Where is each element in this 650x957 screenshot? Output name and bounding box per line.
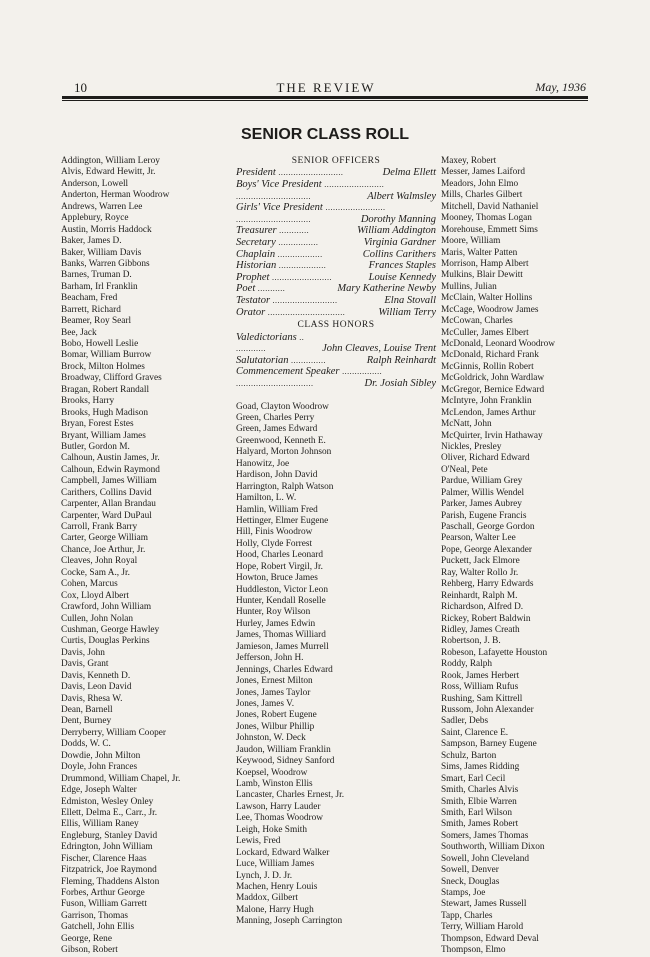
person-name: Louise Kennedy (368, 271, 436, 283)
person-name: John Cleaves, Louise Trent (322, 343, 436, 355)
list-item: Schulz, Barton (441, 750, 497, 761)
list-item: Parish, Eugene Francis (441, 510, 527, 521)
list-item: Leigh, Hoke Smith (236, 824, 308, 835)
list-item: Sadler, Debs (441, 716, 489, 727)
list-item: Lynch, J. D. Jr. (236, 870, 293, 881)
list-item: Carithers, Collins David (61, 487, 152, 498)
role-text: President (236, 167, 276, 179)
list-item: Ellis, William Raney (61, 819, 139, 830)
list-item: Morrison, Hamp Albert (441, 258, 529, 269)
role-label (236, 260, 326, 271)
list-item: Smart, Earl Cecil (441, 773, 506, 784)
list-item: McGoldrick, John Wardlaw (441, 373, 545, 384)
list-item: Bryan, Forest Estes (61, 419, 134, 430)
list-item: Mills, Charles Gilbert (441, 190, 523, 201)
officers-and-names-column (236, 156, 436, 928)
list-item: Malone, Harry Hugh (236, 904, 314, 915)
list-item: Maddox, Gilbert (236, 893, 298, 904)
list-item: Hunter, Kendall Roselle (236, 596, 326, 607)
list-item: Dowdie, John Milton (61, 750, 141, 761)
role-label (236, 167, 343, 178)
list-item: Jennings, Charles Edward (236, 664, 333, 675)
list-item: Mooney, Thomas Logan (441, 213, 532, 224)
list-item: Huddleston, Victor Leon (236, 584, 328, 595)
list-item: Edge, Joseph Walter (61, 785, 137, 796)
list-item: Maxey, Robert (441, 156, 497, 166)
list-item: Alvis, Edward Hewitt, Jr. (61, 167, 156, 178)
list-item: Calhoun, Austin James, Jr. (61, 453, 160, 464)
role-text: Poet (236, 283, 256, 295)
honor-line (236, 378, 436, 390)
honor-line (236, 343, 436, 355)
list-item: Dean, Barnell (61, 705, 113, 715)
person-name: Frances Staples (368, 260, 436, 272)
list-item: Southworth, William Dixon (441, 842, 545, 853)
list-item: Greenwood, Kenneth E. (236, 435, 326, 446)
role-label: Valedictorians .. (236, 331, 305, 343)
names-column-1 (61, 156, 246, 957)
list-item: Parker, James Aubrey (441, 499, 522, 510)
list-item: Robeson, Lafayette Houston (441, 647, 548, 658)
list-item: Davis, Leon David (61, 682, 132, 693)
list-item: Dent, Burney (61, 716, 112, 727)
list-item: Keywood, Sidney Sanford (236, 756, 335, 767)
names-column-3 (441, 156, 631, 957)
list-item: Bobo, Howell Leslie (61, 339, 139, 349)
list-item: Messer, James Laiford (441, 167, 526, 178)
list-item: McIntyre, John Franklin (441, 396, 532, 407)
list-item: Pearson, Walter Lee (441, 533, 516, 544)
list-item: Pardue, William Grey (441, 476, 523, 487)
list-item: Smith, Elbie Warren (441, 796, 517, 807)
list-item: Davis, Rhesa W. (61, 693, 123, 704)
list-item: Barnes, Truman D. (61, 270, 132, 281)
list-item: Butler, Gordon M. (61, 441, 130, 452)
list-item: Derryberry, William Cooper (61, 727, 166, 738)
role-label (236, 283, 285, 294)
role-label: Commencement Speaker ................ (236, 366, 383, 378)
list-item: Hamilton, L. W. (236, 493, 297, 504)
list-item: Dodds, W. C. (61, 739, 111, 750)
officers-heading: SENIOR OFFICERS (291, 156, 381, 166)
list-item: Russom, John Alexander (441, 705, 534, 715)
list-item: Palmer, Willis Wendel (441, 487, 525, 498)
list-item: Jones, Wilbur Phillip (236, 721, 315, 732)
list-item: McLendon, James Arthur (441, 407, 536, 418)
list-item: Richardson, Alfred D. (441, 602, 524, 613)
list-item: Campbell, James William (61, 476, 157, 487)
list-item: Edrington, John William (61, 842, 153, 853)
list-item: Jamieson, James Murrell (236, 641, 329, 652)
list-item: Forbes, Arthur George (61, 888, 145, 898)
role-label (236, 237, 318, 248)
list-item: Addington, William Leroy (61, 156, 160, 166)
list-item: Jaudon, William Franklin (236, 744, 331, 755)
person-name: Dorothy Manning (360, 213, 436, 225)
person-name: Albert Walmsley (367, 190, 436, 202)
list-item: Brock, Milton Holmes (61, 361, 145, 372)
list-item: Andrews, Warren Lee (61, 201, 143, 212)
list-item: Carter, George William (61, 533, 148, 544)
list-item: Barham, Irl Franklin (61, 281, 138, 292)
list-item: Lawson, Harry Lauder (236, 801, 321, 812)
list-item: McGregor, Bernice Edward (441, 384, 545, 395)
role-label (236, 225, 309, 236)
list-item: Sowell, Denver (441, 865, 499, 876)
list-item: Garrison, Thomas (61, 910, 128, 921)
list-item: Ray, Walter Rollo Jr. (441, 567, 519, 578)
list-item: Rook, James Herbert (441, 670, 520, 681)
leader-dots: ................ (342, 367, 383, 377)
page-title: SENIOR CLASS ROLL (240, 126, 409, 143)
leader-dots: .................. (275, 249, 323, 259)
list-item: Goad, Clayton Woodrow (236, 401, 329, 412)
list-item: Machen, Henry Louis (236, 881, 318, 892)
list-item: Pope, George Alexander (441, 544, 532, 555)
list-item: McDonald, Richard Frank (441, 350, 539, 361)
list-item: Cleaves, John Royal (61, 556, 138, 567)
list-item: Morehouse, Emmett Sims (441, 224, 538, 235)
honor-line (236, 366, 436, 378)
list-item: Sneck, Douglas (441, 876, 500, 887)
page-header (66, 76, 586, 98)
list-item: Jefferson, John H. (236, 653, 304, 664)
honors-heading: CLASS HONORS (297, 320, 375, 331)
person-name: Collins Carithers (362, 248, 436, 260)
list-item: Baker, James D. (61, 236, 122, 247)
role-text: Historian (236, 260, 277, 272)
list-item: Cohen, Marcus (61, 579, 118, 590)
list-item: Green, Charles Perry (236, 413, 315, 424)
list-item: Mulkins, Blair Dewitt (441, 270, 523, 281)
list-item: Calhoun, Edwin Raymond (61, 464, 160, 475)
list-item: Anderton, Herman Woodrow (61, 190, 170, 201)
list-item: Cushman, George Hawley (61, 624, 160, 635)
list-item: Meadors, John Elmo (441, 178, 519, 189)
leader-dots: .......................... (270, 295, 338, 305)
list-item: Smith, Earl Wilson (441, 807, 512, 818)
list-item: Baker, William Davis (61, 247, 142, 258)
leader-dots: .............................. (236, 214, 311, 224)
person-name: William Terry (378, 306, 436, 318)
officer-line (236, 307, 436, 319)
leader-dots: ............ (276, 226, 310, 236)
officer-line (236, 191, 436, 203)
role-label (236, 249, 323, 260)
list-item: Koepsel, Woodrow (236, 767, 308, 778)
officer-line (236, 260, 436, 272)
leader-dots: ............................... (236, 379, 314, 388)
list-item: O'Neal, Pete (441, 464, 488, 475)
list-item: Jones, Robert Eugene (236, 710, 317, 721)
list-item: Thompson, Edward Deval (441, 933, 539, 944)
list-item: Green, James Edward (236, 424, 318, 435)
list-item: James, Thomas Williard (236, 630, 326, 641)
role-label: Girls' Vice President ........................ (236, 202, 386, 214)
list-item: Reinhardt, Ralph M. (441, 590, 518, 601)
officer-line (236, 179, 436, 191)
list-item: Cox, Lloyd Albert (61, 590, 129, 601)
list-item: Manning, Joseph Carrington (236, 916, 343, 927)
officer-line (236, 283, 436, 295)
header-rule-thin (62, 100, 588, 101)
list-item: Saint, Clarence E. (441, 727, 509, 738)
list-item: Beacham, Fred (61, 293, 118, 304)
list-item: Holly, Clyde Forrest (236, 538, 313, 549)
list-item: Bryant, William James (61, 430, 146, 441)
page-number: 10 (74, 80, 87, 95)
list-item: Moore, William (441, 236, 501, 247)
list-item: McGinnis, Rollin Robert (441, 361, 534, 372)
officer-line (236, 295, 436, 307)
list-item: Smith, Charles Alvis (441, 785, 519, 796)
list-item: Mitchell, David Nathaniel (441, 201, 539, 212)
list-item: Luce, William James (236, 859, 315, 870)
list-item: Hope, Robert Virgil, Jr. (236, 561, 323, 572)
list-item: Hamlin, William Fred (236, 504, 318, 515)
list-item: Thompson, Elmo (441, 945, 506, 956)
list-item: Hettinger, Elmer Eugene (236, 515, 329, 526)
list-item: Jones, Ernest Milton (236, 676, 313, 687)
leader-dots: .............. (288, 355, 327, 365)
list-item: Somers, James Thomas (441, 830, 529, 841)
list-item: Cullen, John Nolan (61, 613, 134, 624)
list-item: Fischer, Clarence Haas (61, 853, 147, 864)
list-item: Rickey, Robert Baldwin (441, 613, 531, 624)
list-item: Roddy, Ralph (441, 659, 493, 670)
list-item: Carroll, Frank Barry (61, 522, 138, 532)
list-item: Rushing, Sam Kittrell (441, 693, 523, 704)
list-item: McClain, Walter Hollins (441, 293, 533, 304)
list-item: Davis, John (61, 647, 105, 658)
list-item: Beamer, Roy Searl (61, 316, 132, 327)
list-item: Jones, James Taylor (236, 687, 311, 698)
person-name: Delma Ellett (382, 167, 436, 179)
list-item: Maris, Walter Patten (441, 247, 518, 258)
list-item: Barrett, Richard (61, 304, 121, 315)
role-text: Orator (236, 306, 266, 318)
list-item: McDonald, Leonard Woodrow (441, 339, 555, 349)
honor-line (236, 355, 436, 367)
list-item: Jones, James V. (236, 698, 295, 709)
list-item: McQuirter, Irvin Hathaway (441, 430, 543, 441)
list-item: Mullins, Julian (441, 281, 497, 292)
leader-dots: ................... (276, 261, 327, 271)
officer-line (236, 249, 436, 261)
leader-dots: ............................... (265, 307, 346, 317)
leader-dots: ............ (236, 344, 266, 354)
leader-dots: ................ (275, 238, 319, 248)
list-item: McCowan, Charles (441, 316, 513, 327)
list-item: Puckett, Jack Elmore (441, 556, 520, 567)
list-item: Brooks, Hugh Madison (61, 407, 149, 418)
honor-line (236, 332, 436, 344)
officers-list (236, 167, 436, 318)
list-item: Davis, Kenneth D. (61, 670, 131, 681)
officer-line (236, 225, 436, 237)
list-item: McCage, Woodrow James (441, 304, 539, 315)
column-spacer (236, 390, 436, 402)
leader-dots: ........................ (325, 203, 386, 213)
role-text: Treasurer (236, 225, 277, 237)
officer-line (236, 167, 436, 179)
list-item: Stewart, James Russell (441, 899, 527, 910)
list-item: Sowell, John Cleveland (441, 853, 530, 864)
leader-dots: ........... (255, 284, 286, 294)
list-item: Halyard, Morton Johnson (236, 447, 332, 458)
list-item: Crawford, John William (61, 602, 152, 613)
list-item: Lockard, Edward Walker (236, 847, 330, 858)
role-text: Chaplain (236, 248, 276, 260)
list-item: Curtis, Douglas Perkins (61, 636, 150, 647)
list-item: Tapp, Charles (441, 910, 493, 921)
list-item: Harrington, Ralph Watson (236, 481, 334, 492)
role-label (236, 272, 332, 283)
list-item: Hill, Finis Woodrow (236, 527, 313, 538)
role-label (236, 295, 338, 306)
publication-title: THE REVIEW (276, 80, 376, 95)
list-item: Stamps, Joe (441, 888, 486, 898)
role-text: Prophet (236, 271, 270, 283)
list-item: Terry, William Harold (441, 922, 524, 933)
list-item: Doyle, John Frances (61, 762, 138, 773)
list-item: Lancaster, Charles Ernest, Jr. (236, 790, 345, 801)
list-item: Fitzpatrick, Joe Raymond (61, 865, 157, 876)
list-item: Anderson, Lowell (61, 178, 129, 189)
list-item: Cocke, Sam A., Jr. (61, 567, 130, 578)
list-item: Austin, Morris Haddock (61, 224, 152, 235)
list-item: Bragan, Robert Randall (61, 384, 150, 395)
role-label (236, 307, 345, 318)
list-item: Brooks, Harry (61, 396, 115, 407)
list-item: Banks, Warren Gibbons (61, 258, 150, 269)
list-item: Chance, Joe Arthur, Jr. (61, 544, 146, 555)
officer-line (236, 237, 436, 249)
list-item: Sims, James Ridding (441, 762, 520, 773)
person-name: Ralph Reinhardt (366, 354, 436, 366)
list-item: Lee, Thomas Woodrow (236, 813, 323, 824)
leader-dots: .......................... (275, 168, 344, 178)
list-item: Ridley, James Creath (441, 624, 520, 635)
list-item: Lamb, Winston Ellis (236, 779, 313, 790)
list-item: Lewis, Fred (236, 836, 281, 847)
person-name: Mary Katherine Newby (337, 283, 436, 295)
role-label (236, 355, 326, 366)
officer-line (236, 202, 436, 214)
officer-line (236, 272, 436, 284)
list-item: Gibson, Robert (61, 945, 118, 956)
list-item: Ellett, Delma E., Carr., Jr. (61, 807, 158, 818)
list-item: Hunter, Roy Wilson (236, 607, 311, 618)
list-item: Hurley, James Edwin (236, 618, 316, 629)
role-label: Boys' Vice President ........................ (236, 179, 385, 191)
issue-date: May, 1936 (535, 80, 586, 94)
list-item: McNatt, John (441, 419, 492, 430)
list-item: Edmiston, Wesley Onley (61, 796, 154, 807)
list-item: George, Rene (61, 933, 112, 944)
list-item: Robertson, J. B. (441, 636, 501, 647)
list-item: Bee, Jack (61, 327, 97, 338)
role-text: Salutatorian (236, 354, 289, 366)
list-item: McCuller, James Elbert (441, 327, 529, 338)
list-item: Davis, Grant (61, 659, 109, 670)
person-name: William Addington (357, 225, 436, 237)
header-rule-thick (62, 96, 588, 99)
list-item: Bomar, William Burrow (61, 350, 152, 361)
list-item: Johnston, W. Deck (236, 733, 306, 744)
list-item: Sampson, Barney Eugene (441, 739, 537, 750)
list-item: Broadway, Clifford Graves (61, 373, 162, 384)
person-name: Virginia Gardner (363, 237, 436, 249)
list-item: Engleburg, Stanley David (61, 830, 158, 841)
leader-dots: ........................ (324, 180, 385, 190)
list-item: Smith, James Robert (441, 819, 519, 830)
list-item: Ross, William Rufus (441, 682, 519, 693)
person-name: Dr. Josiah Sibley (364, 378, 436, 389)
list-item: Fuson, William Garrett (61, 899, 147, 910)
list-item: Rehberg, Harry Edwards (441, 579, 534, 590)
list-item: Fleming, Thaddens Alston (61, 876, 160, 887)
list-item: Carpenter, Allan Brandau (61, 499, 156, 510)
list-item: Paschall, George Gordon (441, 522, 535, 532)
names-column-2 (236, 402, 436, 928)
list-item: Hood, Charles Leonard (236, 550, 324, 561)
leader-dots: .............................. (236, 191, 311, 201)
leader-dots: .. (299, 332, 305, 342)
list-item: Drummond, William Chapel, Jr. (61, 773, 181, 784)
role-text: Testator (236, 294, 271, 306)
list-item: Gatchell, John Ellis (61, 922, 135, 933)
role-text: Secretary (236, 237, 276, 249)
list-item: Nickles, Presley (441, 441, 502, 452)
list-item: Applebury, Royce (61, 213, 129, 224)
list-item: Hardison, John David (236, 470, 318, 481)
leader-dots: ........................ (269, 272, 332, 282)
honors-list (236, 332, 436, 390)
list-item: Carpenter, Ward DuPaul (61, 510, 152, 521)
list-item: Oliver, Richard Edward (441, 453, 530, 464)
officer-line (236, 214, 436, 226)
list-item: Howton, Bruce James (236, 573, 318, 584)
list-item: Hanowitz, Joe (236, 458, 290, 469)
person-name: Elna Stovall (384, 294, 436, 306)
